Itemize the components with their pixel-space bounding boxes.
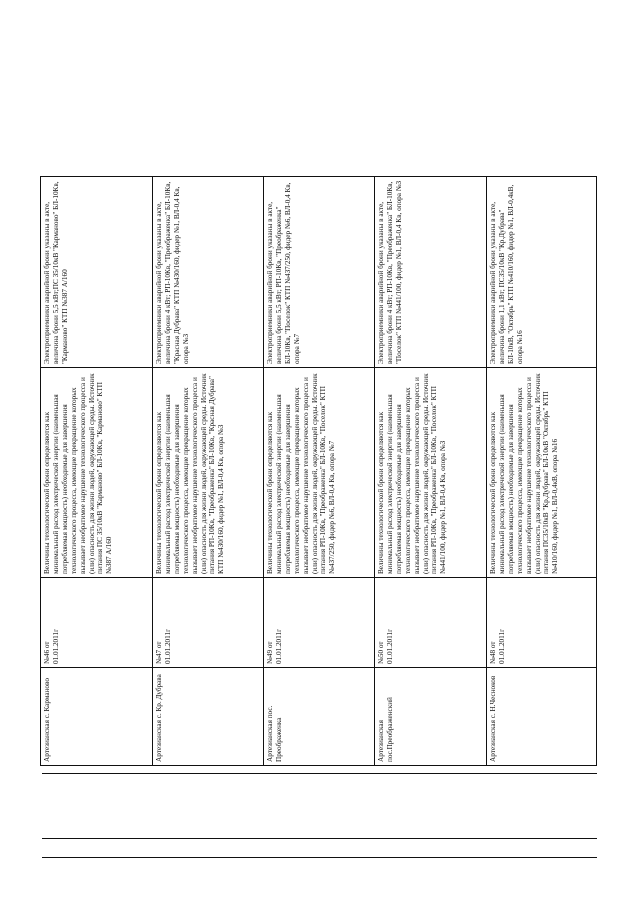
description-text: Величины технологической брони определяются как минимальный расход электрической энергии (наименьшая потребляемая мощность) необходимые для завершения технологического процесса, имеющие прекращение которых вызывает необратимое нарушение технологического процесса и (или) опасность для жизни людей, окружающей среды. Источник питания РП-10Кв, "Преображенка" БЛ-10Кв, "Поселок" КТП №437/250, фидер №6, ВЛ-0,4 Кв, опора №7 — [266, 371, 337, 574]
reservation-table — [40, 176, 597, 766]
description-text: Величины технологической брони определяются как минимальный расход электрической энергии (наименьшая потребляемая мощность) необходимые для завершения технологического процесса, имеющие прекращение которых вызывает необратимое нарушение технологического процесса и (или) опасность для жизни людей, окружающей среды. Источник питания ПС 35/10кВ "Карманово" БЛ-10Кв, "Карманово" КТП №387 А/160 — [43, 371, 114, 574]
table-row — [486, 177, 596, 765]
description-cell — [487, 367, 596, 578]
number-cell — [41, 577, 152, 668]
rule-1 — [42, 773, 597, 774]
act-cell — [153, 177, 263, 368]
number-text: №48 от 01.01.2011г — [489, 628, 506, 664]
number-text: №49 от 01.01.2011г — [266, 628, 283, 664]
place-text: Артезианская с. Кр. Дубрава — [155, 674, 163, 762]
act-cell — [487, 177, 596, 368]
act-cell — [41, 177, 152, 368]
number-cell — [375, 577, 486, 668]
number-cell — [264, 577, 374, 668]
place-text: Артезианская пос. Преображенка — [266, 703, 283, 762]
rule-3 — [42, 857, 597, 858]
table-row — [152, 177, 263, 765]
act-text: Электроприемники аварийной брони указаны в акте, величина брони 1,1 кВт; ПС35/10кВ "Кр.Дубрава" БЛ-10кВ, "Октябрь" КТП №410/160, фидер №1, ВЛ-0,4кВ, опора №16 — [489, 182, 524, 364]
table-row — [41, 177, 152, 765]
place-text: Артезианская с. Карманово — [43, 678, 51, 762]
description-cell — [41, 367, 152, 578]
place-cell — [41, 667, 152, 765]
description-text: Величины технологической брони определяются как минимальный расход электрической энергии (наименьшая потребляемая мощность) необходимые для завершения технологического процесса, имеющие прекращение которых вызывает необратимое нарушение технологического процесса и (или) опасность для жизни людей, окружающей среды. Источник питания РП-10Кв, "Преображенка" БЛ-10Кв, "Красная Дубрава" КТП №430/160, фидер №1, ВЛ-0,4 Кв, опора №3 — [155, 371, 226, 574]
act-text: Электроприемники аварийной брони указаны в акте, величина брони 4 кВт; РП-10Кв, "Преображенка" БЛ-10Кв, "Поселок" КТП №441/100, фидер №1, ВЛ-0,4 Кв, опора №3 — [377, 179, 403, 364]
rule-2 — [42, 838, 597, 839]
place-text: Артезианская с. Н.Чесноков — [489, 675, 497, 762]
number-cell — [487, 577, 596, 668]
place-cell — [487, 667, 596, 765]
act-cell — [375, 177, 486, 368]
number-text: №46 от 01.01.2011г — [43, 628, 60, 664]
number-cell — [153, 577, 263, 668]
place-cell — [375, 667, 486, 765]
description-text: Величины технологической брони определяются как минимальный расход электрической энергии (наименьшая потребляемая мощность) необходимые для завершения технологического процесса, имеющие прекращение которых вызывает необратимое нарушение технологического процесса и (или) опасность для жизни людей, окружающей среды. Источник питания РП-10Кв, "Преображенка" БЛ-10Кв, "Поселок" КТП №441/100, фидер №1, ВЛ-0,4 Кв, опора №3 — [377, 371, 448, 574]
table-row — [263, 177, 374, 765]
number-text: №50 от 01.01.2011г — [377, 628, 394, 664]
description-cell — [153, 367, 263, 578]
place-cell — [153, 667, 263, 765]
place-text: Артезианская пос.Преображенский — [377, 697, 394, 762]
act-cell — [264, 177, 374, 368]
act-text: Электроприемники аварийной брони указаны в акте, величина брони 4 кВт; РП-10Кв, "Преображенка" БЛ-10Кв, "Красная Дубрава" КТП №430/160, фидер №1, ВЛ-0,4 Кв, опора №3 — [155, 179, 190, 364]
number-text: №47 от 01.01.2011г — [155, 628, 172, 664]
act-text: Электроприемники аварийной брони указаны в акте, величина брони 5,5 кВт;ПС 35/10кВ "Карманово" БЛ-10Кв, "Карманово" КТП №387 А/160 — [43, 179, 69, 364]
place-cell — [264, 667, 374, 765]
act-text: Электроприемники аварийной брони указаны в акте, величина брони 5,5 кВт; РП-10Кв, "Преображенка" БЛ-10Кв, "Поселок" КТП №437/250, фидер №6, ВЛ-0,4 Кв, опора №7 — [266, 180, 301, 364]
description-text: Величины технологической брони определяются как минимальный расход электрической энергии (наименьшая потребляемая мощность) необходимые для завершения технологического процесса, имеющие прекращение которых вызывает необратимое нарушение технологического процесса и (или) опасность для жизни людей, окружающей среды. Источник питания ПС35/10кВ "Кр.Дубрава" БЛ-10кВ "Октябрь" КТП №410/160, фидер №1, ВЛ-0,4кВ, опора №16 — [489, 371, 560, 574]
table-row — [374, 177, 486, 765]
description-cell — [264, 367, 374, 578]
description-cell — [375, 367, 486, 578]
